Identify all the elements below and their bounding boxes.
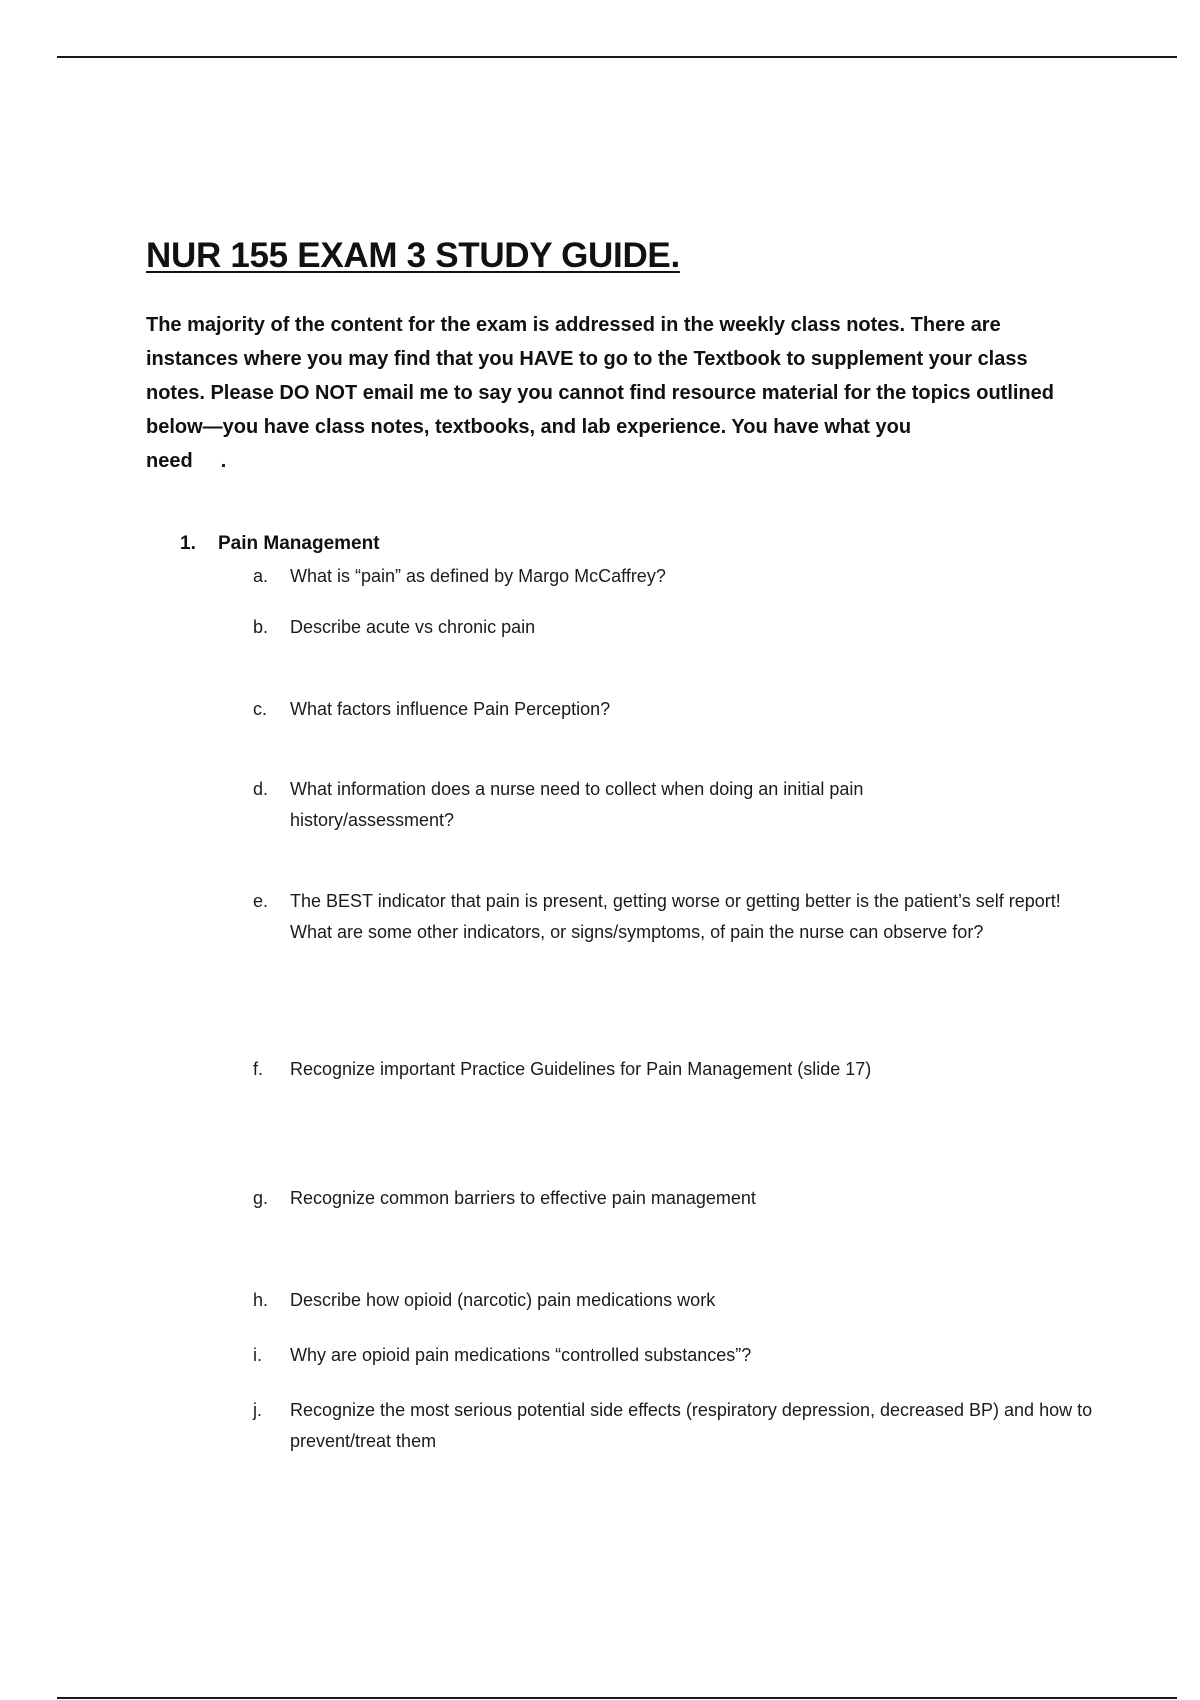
document-title: NUR 155 EXAM 3 STUDY GUIDE. xyxy=(146,236,680,275)
list-item-text: Recognize the most serious potential side effects (respiratory depression, decreased BP) and how to prevent/treat them xyxy=(290,1400,1093,1451)
list-item-i xyxy=(253,1340,1093,1371)
list-item-letter: j. xyxy=(253,1400,262,1420)
list-item-h xyxy=(253,1285,1093,1316)
intro-paragraph xyxy=(146,308,1086,478)
list-item-b xyxy=(253,612,1093,643)
top-rule xyxy=(57,56,1177,58)
list-item-f xyxy=(253,1054,1093,1085)
list-item-letter: i. xyxy=(253,1345,262,1365)
list-item-text: Why are opioid pain medications “controlled substances”? xyxy=(290,1345,752,1365)
section-title: Pain Management xyxy=(218,533,380,554)
intro-end-word: need xyxy=(146,450,193,472)
bottom-rule xyxy=(57,1697,1177,1699)
list-item-letter: d. xyxy=(253,779,269,799)
list-item-text: Describe how opioid (narcotic) pain medications work xyxy=(290,1290,716,1310)
list-item-g xyxy=(253,1183,1093,1214)
list-item-e xyxy=(253,886,1093,948)
list-item-d xyxy=(253,774,973,836)
section-number: 1. xyxy=(180,533,196,554)
list-item-letter: c. xyxy=(253,699,268,719)
list-item-text: Recognize common barriers to effective pain management xyxy=(290,1188,756,1208)
list-item-text: Recognize important Practice Guidelines for Pain Management (slide 17) xyxy=(290,1059,872,1079)
list-item-text: What information does a nurse need to collect when doing an initial pain history/assessment? xyxy=(290,779,864,830)
list-item-letter: h. xyxy=(253,1290,269,1310)
list-item-a xyxy=(253,561,1093,592)
list-item-letter: b. xyxy=(253,617,269,637)
intro-text: The majority of the content for the exam is addressed in the weekly class notes. There are instances where you may find that you HAVE to go to the Textbook to supplement your class notes. Please DO NOT email me to say you cannot find resource material for the topics outlined below—you have class notes, textbooks, and lab experience. You have what you xyxy=(146,314,1054,438)
list-item-text: What factors influence Pain Perception? xyxy=(290,699,611,719)
list-item-text: What is “pain” as defined by Margo McCaffrey? xyxy=(290,566,666,586)
section-heading xyxy=(180,533,380,555)
list-item-letter: g. xyxy=(253,1188,269,1208)
list-item-j xyxy=(253,1395,1093,1457)
list-item-letter: f. xyxy=(253,1059,264,1079)
list-item-c xyxy=(253,694,1093,725)
list-item-text: The BEST indicator that pain is present, getting worse or getting better is the patient’s self report! What are some other indicators, or signs/symptoms, of pain the nurse can observe for? xyxy=(290,891,1061,942)
list-item-letter: a. xyxy=(253,566,269,586)
intro-trailing-period: . xyxy=(220,450,227,472)
intro-end-line xyxy=(146,444,1086,478)
list-item-text: Describe acute vs chronic pain xyxy=(290,617,536,637)
list-item-letter: e. xyxy=(253,891,269,911)
